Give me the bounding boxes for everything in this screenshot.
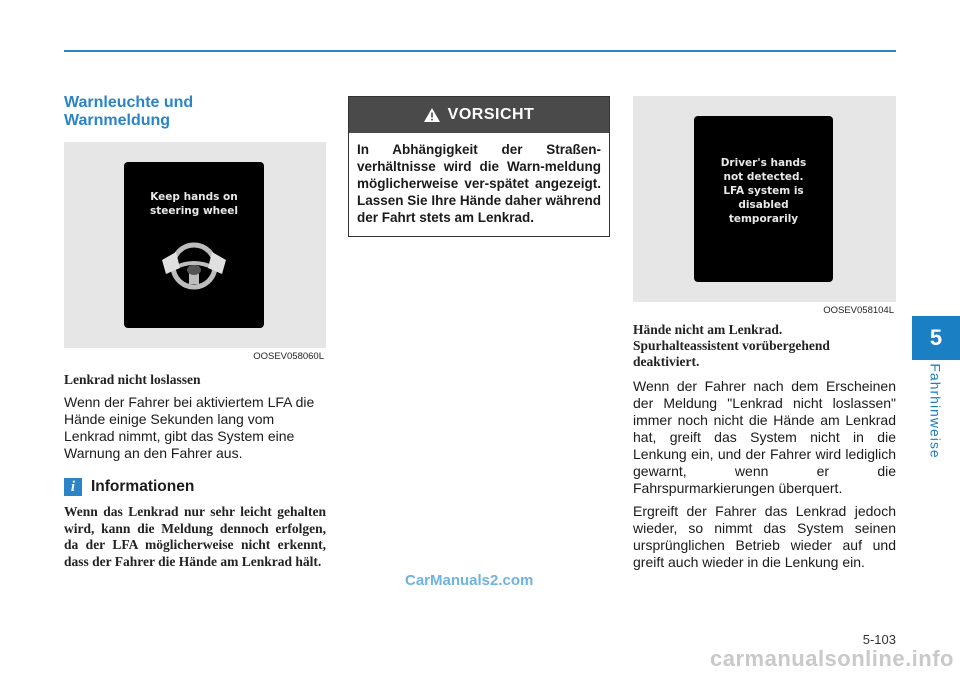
info-label: Informationen <box>91 478 195 495</box>
chapter-label-text: Fahrhinweise <box>928 363 945 459</box>
chapter-tab <box>912 316 960 360</box>
subheading-lfa-disabled: Hände nicht am Lenkrad. Spurhalteassistent vorübergehend deaktiviert. <box>633 322 830 369</box>
cluster-display-2 <box>694 116 833 282</box>
warning-triangle-icon <box>424 108 440 122</box>
caution-text: In Abhängigkeit der Straßen-verhältnisse wird die Warn-meldung möglicherweise ver-spätet angezeigt. Lassen Sie Ihre Hände daher während der Fahrt stets am Lenkrad. <box>357 142 601 225</box>
display-message: Keep hands on steering wheel <box>150 191 238 217</box>
figure-keep-hands <box>64 142 326 362</box>
caution-title: VORSICHT <box>447 106 535 123</box>
body-text-lfa-disabled-2: Ergreift der Fahrer das Lenkrad jedoch wieder, so nimmt das System seinen ursprünglichen Betrieb wieder auf und greift auch wieder in die Lenkung ein. <box>633 503 896 570</box>
cluster-display <box>124 162 264 328</box>
info-icon: i <box>64 478 82 496</box>
section-title: Warnleuchte und Warnmeldung <box>64 94 194 129</box>
info-header <box>64 478 326 496</box>
figure-hands-not-detected <box>633 96 896 316</box>
chapter-number: 5 <box>929 325 943 350</box>
subheading-keep-hands: Lenkrad nicht loslassen <box>64 372 201 387</box>
column-middle <box>348 96 610 237</box>
display-message-2: Driver's hands not detected. LFA system is disabled temporarily <box>720 157 807 225</box>
body-text-keep-hands: Wenn der Fahrer bei aktiviertem LFA die Hände einige Sekunden lang vom Lenkrad nimmt, gibt das System eine Warnung an den Fahrer aus. <box>64 394 315 461</box>
steering-wheel-icon <box>162 238 226 292</box>
figure-code-2: OOSEV058104L <box>823 305 894 316</box>
top-rule <box>64 50 896 52</box>
chapter-label <box>912 363 960 459</box>
footer-watermark: carmanualsonline.info <box>710 646 954 671</box>
caution-header <box>349 97 609 133</box>
watermark-link[interactable]: CarManuals2.com <box>405 572 534 589</box>
info-text: Wenn das Lenkrad nur sehr leicht gehalten wird, kann die Meldung dennoch erfolgen, da der LFA möglicherweise nicht erkennt, dass der Fahrer die Hände am Lenkrad hält. <box>64 504 326 569</box>
column-left <box>64 94 326 570</box>
caution-box <box>348 96 610 237</box>
body-text-lfa-disabled-1: Wenn der Fahrer nach dem Erscheinen der Meldung "Lenkrad nicht loslassen" immer noch nicht die Hände am Lenkrad hat, greift das System nicht in die Lenkung ein, und der Fahrer wird lediglich gewarnt, wenn er die Fahrspurmarkierungen überquert. <box>633 378 896 496</box>
page-number: 5-103 <box>862 632 896 647</box>
column-right <box>633 96 896 571</box>
figure-code: OOSEV058060L <box>253 351 324 362</box>
